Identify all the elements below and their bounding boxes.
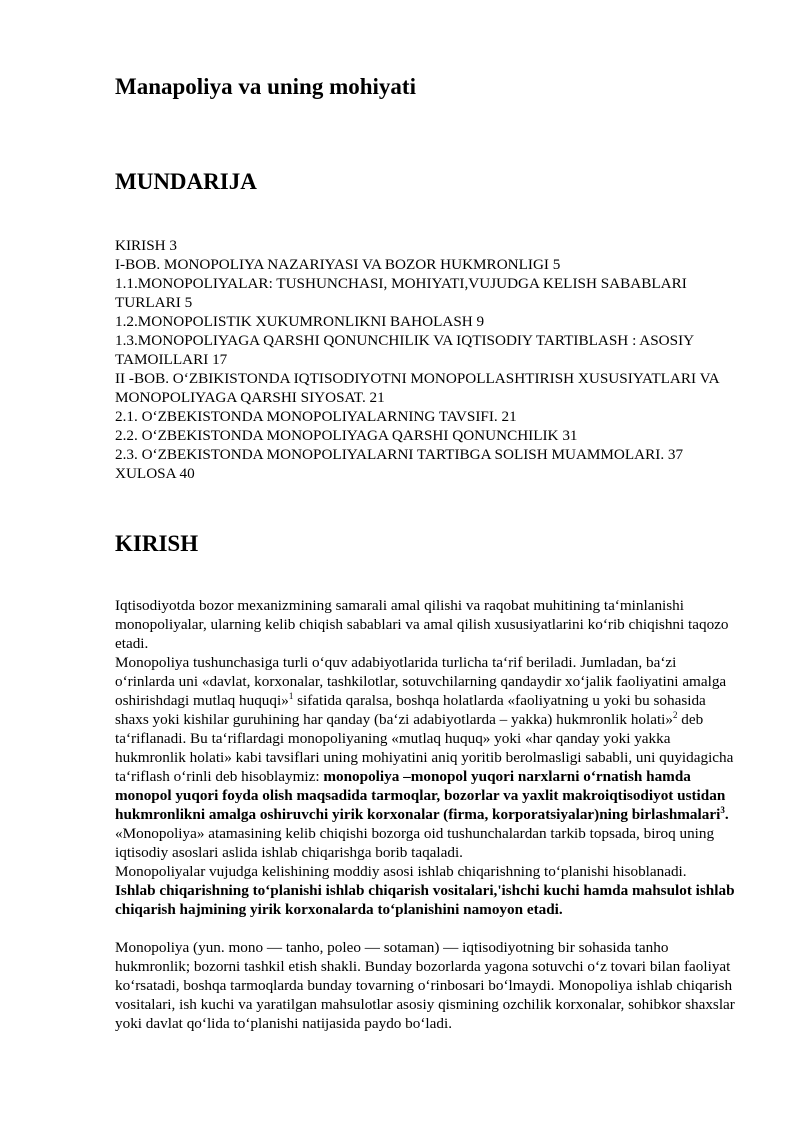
paragraph: «Monopoliya» atamasining kelib chiqishi bozorga oid tushunchalardan tarkib topsada, biroq uning iqtisodiy asoslari aslida ishlab chiqarishga borib taqaladi. <box>115 825 715 861</box>
paragraph: Monopoliya (yun. mono — tanho, poleo — sotaman) — iqtisodiyotning bir sohasida tanho hukmronlik; bozorni tashkil etish shakli. Bunday bozorlarda yagona sotuvchi o‘z tovari bilan faoliyat ko‘rsatadi, boshqa tarmoqlarda bunday tovarning o‘rinbosari bo‘lmaydi. Monopoliya ishlab chiqarish vositalari, ish kuchi va yaratilgan mahsulotlar asosiy qismining ozchilik korxonalar, sohibkor shaxslar yoki davlat qo‘lida to‘planishi natijasida paydo bo‘ladi. <box>115 939 735 1032</box>
paragraph-text: Monopoliya tushunchasiga turli o‘quv adabiyotlarida turlicha ta‘rif beriladi. Jumladan, ba‘zi o‘rinlarda uni «davlat, korxonalar, tashkilotlar, sotuvchilarning qandaydir xo‘jalik faoliyatini amalga oshirishdagi mutlaq huquqi» <box>115 654 727 709</box>
footnote-ref[interactable]: 1 <box>288 690 294 701</box>
table-of-contents <box>115 236 735 483</box>
toc-item[interactable]: KIRISH 3 <box>115 237 178 254</box>
bold-statement: Ishlab chiqarishning to‘planishi ishlab chiqarish vositalari,'ishchi kuchi hamda mahsulot ishlab chiqarish hajmining yirik korxonalarda to‘planishini namoyon etadi. <box>115 882 735 918</box>
paragraph-text: deb ta‘riflanadi. Bu ta‘riflardagi monopoliyaning «mutlaq huquq» yoki «har qanday yoki yakka hukmronlik holati» kabi tavsiflari uning mohiyatini aniq yoritib berolmasligi sababli, uni quyidagicha ta‘riflash o‘rinli deb hisoblaymiz: <box>115 711 734 785</box>
toc-item[interactable]: I-BOB. MONOPOLIYA NAZARIYASI VA BOZOR HUKMRONLIGI 5 <box>115 256 561 273</box>
paragraph-gap <box>115 919 735 938</box>
toc-item[interactable]: II -BOB. O‘ZBIKISTONDA IQTISODIYOTNI MONOPOLLASHTIRISH XUSUSIYATLARI VA MONOPOLIYAGA QARSHI SIYOSAT. 21 <box>115 370 719 406</box>
paragraph <box>115 881 735 919</box>
document-title: Manapoliya va uning mohiyati <box>115 74 416 99</box>
paragraph-text: sifatida qaralsa, boshqa holatlarda «faoliyatning u yoki bu sohasida shaxs yoki kishilar guruhining har qanday (ba‘zi adabiyotlarda – yakka) hukmronlik holati» <box>115 692 706 728</box>
intro-body <box>115 596 735 1033</box>
toc-item[interactable]: XULOSA 40 <box>115 465 195 482</box>
footnote-ref[interactable]: 3 <box>720 804 725 815</box>
toc-item[interactable]: 2.3. O‘ZBEKISTONDA MONOPOLIYALARNI TARTIBGA SOLISH MUAMMOLARI. 37 <box>115 446 684 463</box>
toc-item[interactable]: 1.2.MONOPOLISTIK XUKUMRONLIKNI BAHOLASH 9 <box>115 313 485 330</box>
toc-item[interactable]: 1.3.MONOPOLIYAGA QARSHI QONUNCHILIK VA IQTISODIY TARTIBLASH : ASOSIY TAMOILLARI 17 <box>115 332 694 368</box>
toc-item[interactable]: 2.1. O‘ZBEKISTONDA MONOPOLIYALARNING TAVSIFI. 21 <box>115 408 517 425</box>
paragraph: Iqtisodiyotda bozor mexanizmining samarali amal qilishi va raqobat muhitining ta‘minlanishi monopoliyalar, ularning kelib chiqish sabablari va amal qilish xususiyatlarini ko‘rib chiqishni taqozo etadi. <box>115 597 729 652</box>
toc-item[interactable]: 1.1.MONOPOLIYALAR: TUSHUNCHASI, MOHIYATI,VUJUDGA KELISH SABABLARI TURLARI 5 <box>115 275 687 311</box>
bold-definition: monopoliya –monopol yuqori narxlarni o‘rnatish hamda monopol yuqori foyda olish maqsadida tarmoqlar, bozorlar va yaxlit makroiqtisodiyot ustidan hukmronlikni amalga oshiruvchi yirik korxonalar (firma, korporatsiyalar)ning birlashmalari <box>115 768 726 823</box>
footnote-ref[interactable]: 2 <box>673 709 678 720</box>
paragraph: Monopoliyalar vujudga kelishining moddiy asosi ishlab chiqarishning to‘planishi hisoblanadi. <box>115 863 687 880</box>
paragraph <box>115 653 735 824</box>
intro-heading: KIRISH <box>115 531 199 556</box>
paragraph-text: . <box>724 806 729 823</box>
toc-item[interactable]: 2.2. O‘ZBEKISTONDA MONOPOLIYAGA QARSHI QONUNCHILIK 31 <box>115 427 578 444</box>
contents-heading: MUNDARIJA <box>115 169 257 194</box>
